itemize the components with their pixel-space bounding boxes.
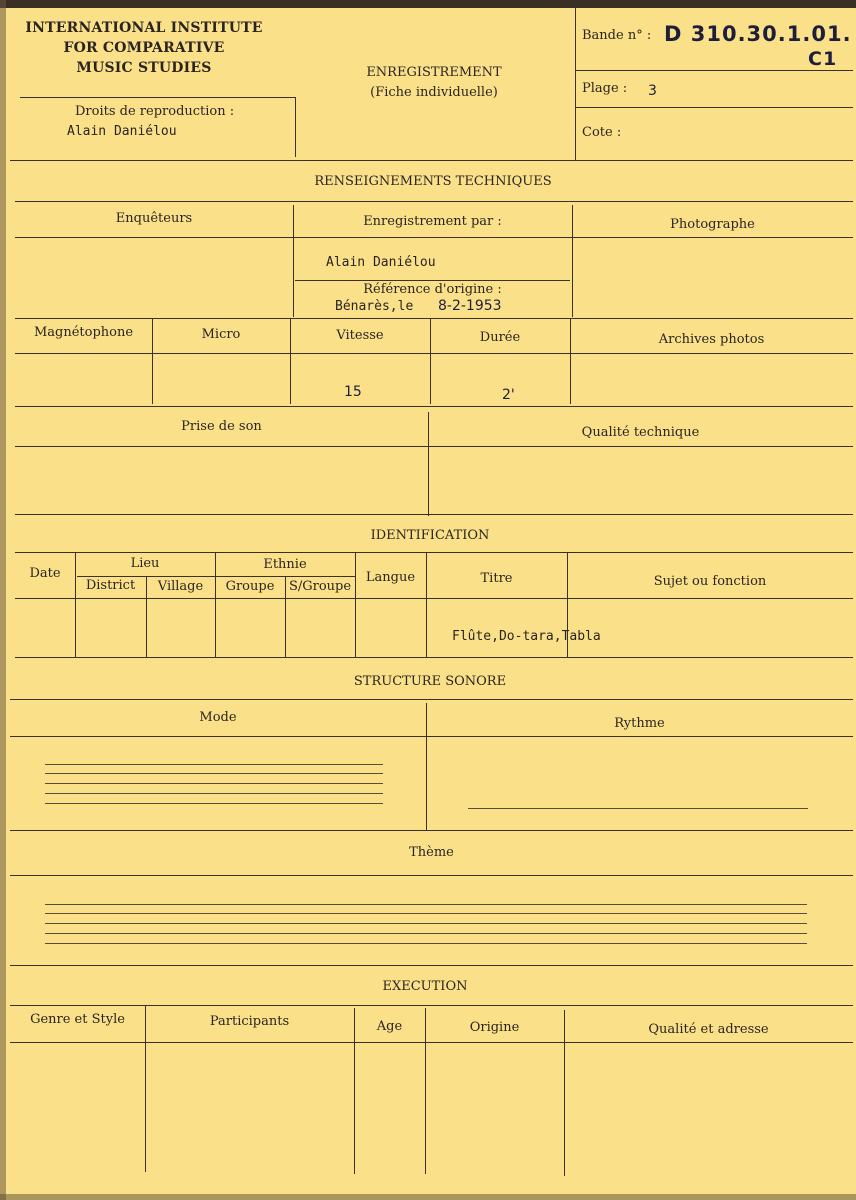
droits-label: Droits de reproduction : — [75, 104, 235, 119]
qualite-adresse-label: Qualité et adresse — [648, 1022, 769, 1037]
ethnie-label: Ethnie — [263, 557, 307, 572]
plage-label: Plage : — [582, 81, 628, 96]
duree-value: 2' — [502, 387, 515, 403]
lieu-label: Lieu — [130, 556, 160, 571]
prise-rule — [15, 446, 853, 447]
reference-label: Référence d'origine : — [363, 282, 502, 297]
execution-rule-top — [10, 1005, 853, 1006]
theme-staff-line — [45, 913, 807, 914]
bande-label: Bande n° : — [582, 28, 652, 43]
prise-label: Prise de son — [181, 419, 262, 434]
execution-rule-header — [10, 1042, 853, 1043]
structure-rule-bottom — [10, 830, 853, 831]
langue-label: Langue — [365, 570, 416, 585]
micro-label: Micro — [201, 327, 241, 342]
technique-rule-3 — [15, 318, 853, 319]
ident-rule-top — [15, 552, 853, 553]
execution-vline-1 — [145, 1005, 146, 1172]
enregistrement-label: Enregistrement par : — [363, 214, 502, 229]
groupe-label: Groupe — [225, 579, 275, 594]
theme-staff-line — [45, 943, 807, 944]
scan-edge-bottom — [0, 1194, 856, 1200]
section-title-identification: IDENTIFICATION — [370, 528, 490, 543]
vitesse-label: Vitesse — [336, 328, 384, 343]
mode-staff-line — [45, 783, 383, 784]
rythme-line — [468, 808, 808, 809]
plage-value: 3 — [648, 83, 657, 99]
header-bottom-rule — [10, 160, 853, 161]
bande-value: D 310.30.1.01. — [664, 22, 852, 46]
mode-staff-line — [45, 803, 383, 804]
age-label: Age — [376, 1019, 403, 1034]
tech-row-rule — [15, 353, 853, 354]
section-title-technique: RENSEIGNEMENTS TECHNIQUES — [314, 174, 552, 189]
header-rule-plage — [575, 107, 853, 108]
origine-label: Origine — [469, 1020, 520, 1035]
scan-edge-top — [0, 0, 856, 8]
magnetophone-label: Magnétophone — [33, 325, 134, 340]
rythme-label: Rythme — [614, 716, 665, 731]
reference-date: 8-2-1953 — [438, 298, 502, 314]
form-subtitle: (Fiche individuelle) — [370, 85, 498, 100]
reference-prefix: Bénarès,le — [335, 299, 414, 314]
ident-rule-header — [15, 598, 853, 599]
date-label: Date — [29, 566, 61, 581]
header-divider-right — [575, 8, 576, 160]
theme-staff-line — [45, 923, 807, 924]
mode-staff-line — [45, 793, 383, 794]
duree-label: Durée — [479, 330, 521, 345]
participants-label: Participants — [209, 1014, 290, 1029]
theme-staff-line — [45, 933, 807, 934]
section-title-structure: STRUCTURE SONORE — [353, 674, 507, 689]
enqueteurs-label: Enquêteurs — [115, 211, 193, 226]
institute-line-1: INTERNATIONAL INSTITUTE — [25, 20, 263, 36]
institute-line-2: FOR COMPARATIVE — [63, 40, 225, 56]
header-rule-institute — [20, 97, 296, 98]
section-title-execution: EXECUTION — [382, 979, 468, 994]
bande-value-suffix: C1 — [808, 48, 838, 70]
prise-bottom — [15, 514, 853, 515]
tech-row-vline-4 — [570, 318, 571, 404]
photographe-label: Photographe — [670, 217, 755, 232]
ident-rule-sub — [77, 576, 355, 577]
mode-label: Mode — [199, 710, 237, 725]
genre-label: Genre et Style — [30, 1012, 125, 1027]
mode-staff-line — [45, 764, 383, 765]
structure-rule-header — [10, 736, 853, 737]
institute-line-3: MUSIC STUDIES — [76, 60, 212, 76]
ident-vline-6 — [426, 552, 427, 657]
structure-rule-top — [10, 699, 853, 700]
header-divider-droits — [295, 97, 296, 157]
enregistrement-value: Alain Daniélou — [326, 255, 436, 270]
cote-label: Cote : — [582, 125, 622, 140]
theme-label: Thème — [409, 845, 454, 860]
ident-vline-5 — [355, 552, 356, 657]
ident-rule-bottom — [15, 657, 853, 658]
village-label: Village — [157, 579, 204, 594]
technique-rule-1 — [15, 201, 853, 202]
technique-rule-reference — [295, 280, 570, 281]
district-label: District — [85, 578, 136, 593]
titre-value: Flûte,Do-tara,Tabla — [452, 629, 601, 644]
theme-rule — [10, 875, 853, 876]
scan-edge-left — [0, 0, 6, 1200]
sgroupe-label: S/Groupe — [288, 579, 352, 594]
sujet-label: Sujet ou fonction — [653, 574, 767, 589]
theme-bottom — [10, 965, 853, 966]
theme-staff-line — [45, 904, 807, 905]
header-rule-bande — [575, 70, 853, 71]
form-title: ENREGISTREMENT — [366, 65, 502, 80]
qualite-technique-label: Qualité technique — [581, 425, 700, 440]
vitesse-value: 15 — [344, 384, 362, 400]
droits-value: Alain Daniélou — [67, 124, 177, 139]
archives-label: Archives photos — [658, 332, 765, 347]
mode-staff-line — [45, 773, 383, 774]
tech-row-bottom — [15, 406, 853, 407]
technique-rule-2 — [15, 237, 853, 238]
titre-label: Titre — [480, 571, 513, 586]
